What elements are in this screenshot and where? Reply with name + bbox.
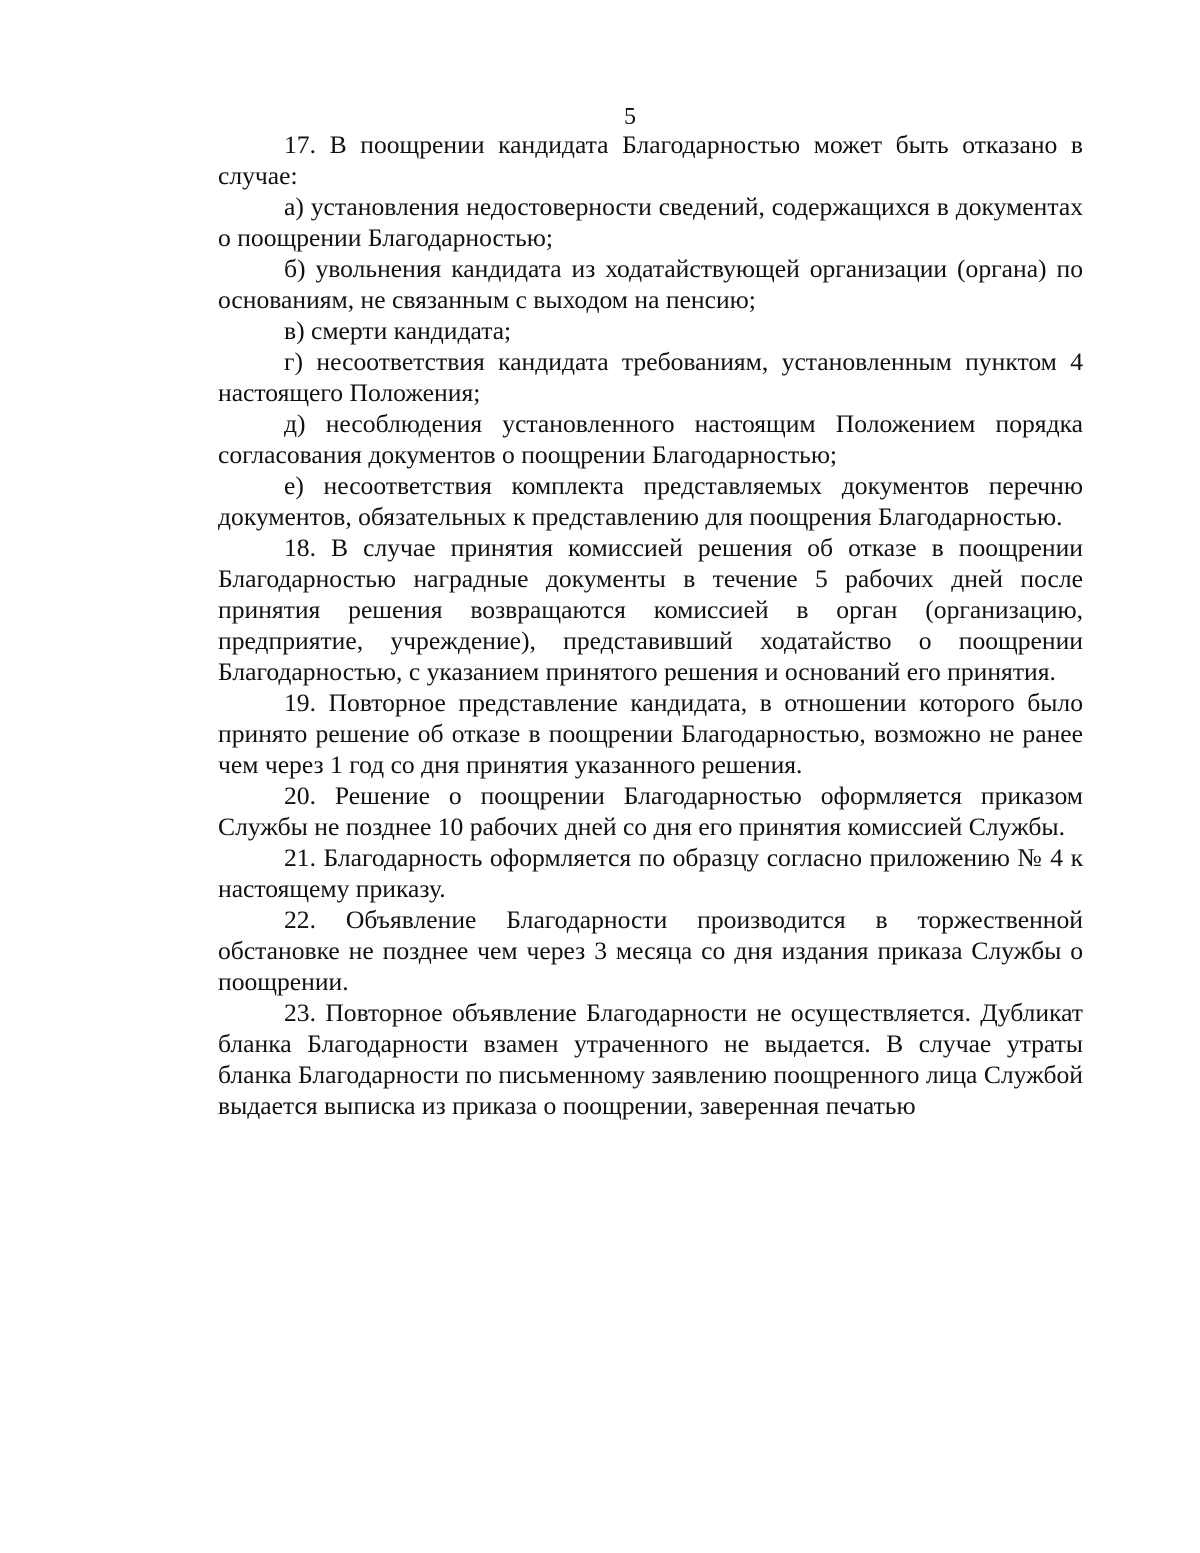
document-body xyxy=(218,129,1083,1121)
paragraph-18: 18. В случае принятия комиссией решения об отказе в поощрении Благодарностью наградные документы в течение 5 рабочих дней после принятия решения возвращаются комиссией в орган (организацию, предприятие, учреждение), представивший ходатайство о поощрении Благодарностью, с указанием принятого решения и оснований его принятия. xyxy=(218,533,1083,686)
paragraph-19: 19. Повторное представление кандидата, в отношении которого было принято решение об отказе в поощрении Благодарностью, возможно не ранее чем через 1 год со дня принятия указанного решения. xyxy=(218,688,1083,779)
page-number: 5 xyxy=(624,104,636,130)
paragraph-17: 17. В поощрении кандидата Благодарностью может быть отказано в случае: xyxy=(218,130,1083,190)
paragraph-17-d: д) несоблюдения установленного настоящим Положением порядка согласования документов о поощрении Благодарностью; xyxy=(218,409,1083,469)
paragraph-17-g: г) несоответствия кандидата требованиям, установленным пунктом 4 настоящего Положения; xyxy=(218,347,1083,407)
paragraph-20: 20. Решение о поощрении Благодарностью оформляется приказом Службы не позднее 10 рабочих дней со дня его принятия комиссией Службы. xyxy=(218,781,1083,841)
paragraph-22: 22. Объявление Благодарности производится в торжественной обстановке не позднее чем через 3 месяца со дня издания приказа Службы о поощрении. xyxy=(218,905,1083,996)
paragraph-17-e: е) несоответствия комплекта представляемых документов перечню документов, обязательных к представлению для поощрения Благодарностью. xyxy=(218,471,1083,531)
paragraph-17-b: б) увольнения кандидата из ходатайствующей организации (органа) по основаниям, не связанным с выходом на пенсию; xyxy=(218,254,1083,314)
paragraph-23: 23. Повторное объявление Благодарности не осуществляется. Дубликат бланка Благодарности взамен утраченного не выдается. В случае утраты бланка Благодарности по письменному заявлению поощренного лица Службой выдается выписка из приказа о поощрении, заверенная печатью xyxy=(218,998,1083,1120)
paragraph-17-a: а) установления недостоверности сведений, содержащихся в документах о поощрении Благодарностью; xyxy=(218,192,1083,252)
paragraph-21: 21. Благодарность оформляется по образцу согласно приложению № 4 к настоящему приказу. xyxy=(218,843,1083,903)
paragraph-17-v: в) смерти кандидата; xyxy=(284,316,512,345)
